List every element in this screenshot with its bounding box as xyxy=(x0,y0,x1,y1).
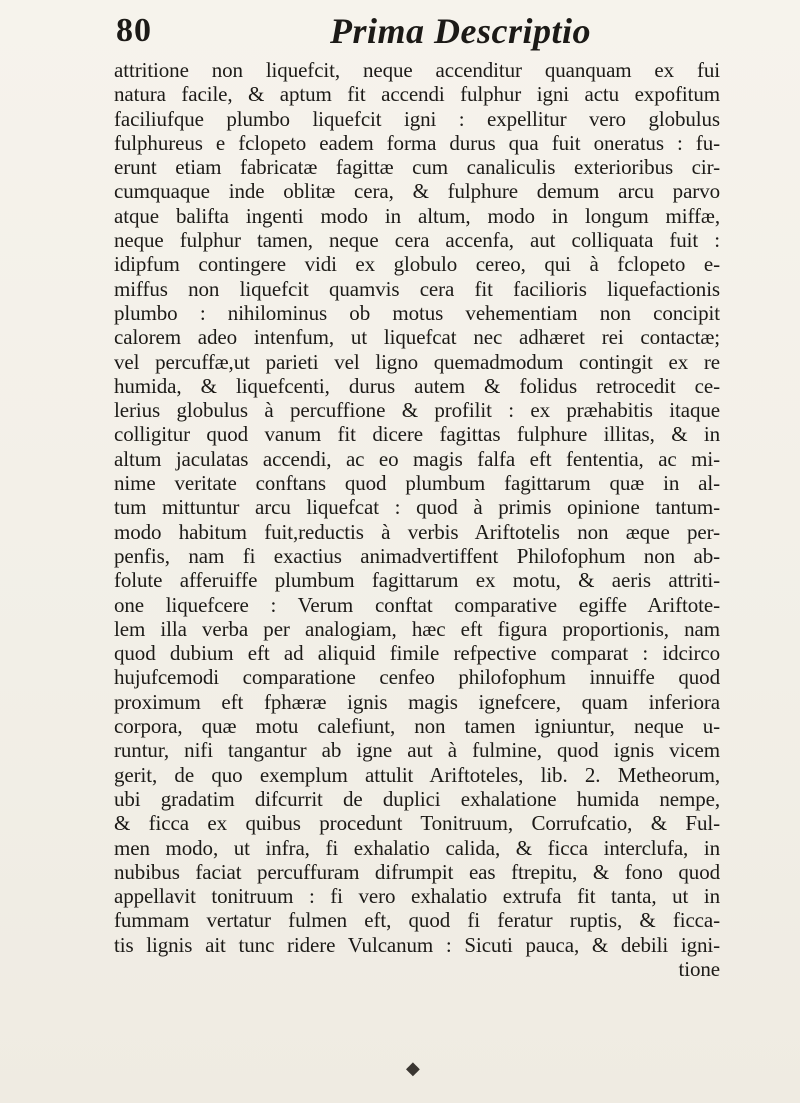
text-line: atque balifta ingenti modo in altum, modo in longum miffæ, xyxy=(114,203,720,228)
text-line: idipfum contingere vidi ex globulo cereo, qui à fclopeto e- xyxy=(114,252,720,277)
text-line: calorem adeo intenfum, ut liquefcat nec adhæret rei contactæ; xyxy=(114,325,720,350)
text-line: faciliufque plumbo liquefcit igni : expellitur vero globulus xyxy=(114,106,720,131)
text-line: folute afferuiffe plumbum fagittarum ex motu, & aeris attriti- xyxy=(114,568,720,593)
page-number: 80 xyxy=(116,12,152,49)
text-line: lem illa verba per analogiam, hæc eft figura proportionis, nam xyxy=(114,616,720,641)
text-line: lerius globulus à percuffione & profilit : ex præhabitis itaque xyxy=(114,398,720,423)
text-line: altum jaculatas accendi, ac eo magis falfa eft fententia, ac mi- xyxy=(114,446,720,471)
body-text xyxy=(114,58,720,981)
text-line: nime veritate conftans quod plumbum fagittarum quæ in al- xyxy=(114,471,720,496)
text-line: fulphureus e fclopeto eadem forma durus qua fuit oneratus : fu- xyxy=(114,130,720,155)
text-line: neque fulphur tamen, neque cera accenfa, aut colliquata fuit : xyxy=(114,228,720,253)
text-line: plumbo : nihilominus ob motus vehementiam non concipit xyxy=(114,300,720,325)
text-line: erunt etiam fabricatæ fagittæ cum canaliculis exterioribus cir- xyxy=(114,155,720,180)
text-line: miffus non liquefcit quamvis cera fit facilioris liquefactionis xyxy=(114,276,720,301)
text-line: hujufcemodi comparatione cenfeo philofophum innuiffe quod xyxy=(114,665,720,690)
text-line: & ficca ex quibus procedunt Tonitruum, Corrufcatio, & Ful- xyxy=(114,811,720,836)
page-header xyxy=(0,8,800,56)
text-line: tum mittuntur arcu liquefcat : quod à primis opinione tantum- xyxy=(114,495,720,520)
text-line: fummam vertatur fulmen eft, quod fi feratur ruptis, & ficca- xyxy=(114,908,720,933)
running-head: Prima Descriptio xyxy=(330,11,591,51)
text-line: colligitur quod vanum fit dicere fagittas fulphure illitas, & in xyxy=(114,422,720,447)
text-line: nubibus faciat percuffuram difrumpit eas ftrepitu, & fono quod xyxy=(114,859,720,884)
page-mark: ◆ xyxy=(406,1058,420,1078)
text-line: modo habitum fuit,reductis à verbis Ariftotelis non æque per- xyxy=(114,519,720,544)
text-line: cumquaque inde oblitæ cera, & fulphure demum arcu parvo xyxy=(114,179,720,204)
text-line: ubi gradatim difcurrit de duplici exhalatione humida nempe, xyxy=(114,786,720,811)
text-line: gerit, de quo exemplum attulit Ariftoteles, lib. 2. Metheorum, xyxy=(114,762,720,787)
text-line: attritione non liquefcit, neque accenditur quanquam ex fui xyxy=(114,58,720,82)
text-line: tis lignis ait tunc ridere Vulcanum : Sicuti pauca, & debili igni- xyxy=(114,932,720,957)
text-line: penfis, nam fi exactius animadvertiffent Philofophum non ab- xyxy=(114,543,720,568)
text-line: humida, & liquefcenti, durus autem & folidus retrocedit ce- xyxy=(114,373,720,398)
text-line: one liquefcere : Verum conftat comparative egiffe Ariftote- xyxy=(114,592,720,617)
text-line: proximum eft fphæræ ignis magis ignefcere, quam inferiora xyxy=(114,689,720,714)
text-line: runtur, nifi tangantur ab igne aut à fulmine, quod ignis vicem xyxy=(114,738,720,763)
text-line: tione xyxy=(678,956,720,981)
text-line: quod dubium eft ad aliquid fimile refpective comparat : idcirco xyxy=(114,641,720,666)
text-line: corpora, quæ motu calefiunt, non tamen igniuntur, neque u- xyxy=(114,714,720,739)
text-line: appellavit tonitruum : fi vero exhalatio extrufa fit tanta, ut in xyxy=(114,884,720,909)
text-line: vel percuffæ,ut parieti vel ligno quemadmodum contingit ex re xyxy=(114,349,720,374)
text-line: men modo, ut infra, fi exhalatio calida, & ficca interclufa, in xyxy=(114,835,720,860)
text-line: natura facile, & aptum fit accendi fulphur igni actu expofitum xyxy=(114,82,720,107)
